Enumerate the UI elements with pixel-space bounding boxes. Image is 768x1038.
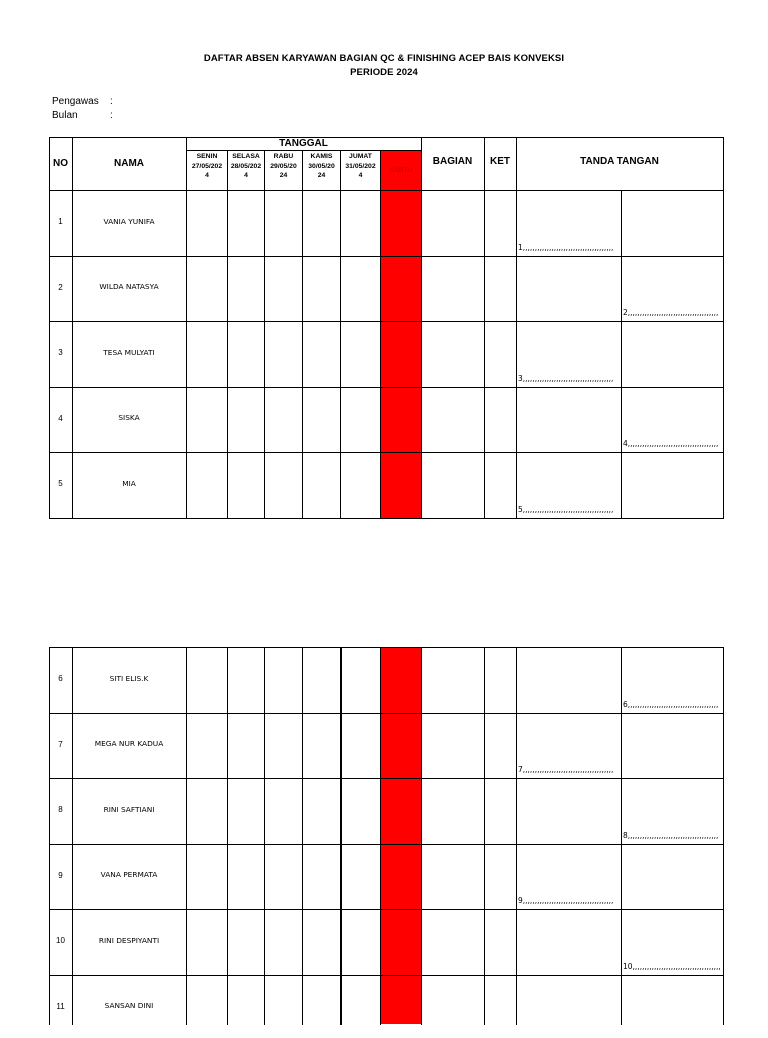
row-no: 6 [58,674,63,684]
row-name: VANIA YUNIFA [103,216,155,226]
table-vline [380,150,381,519]
signature-line: 9,,,,,,,,,,,,,,,,,,,,,,,,,,,,,,,,,,,,,, [518,896,614,905]
day-date-suffix: 24 [317,172,326,179]
row-no: 5 [58,479,63,489]
bulan-colon: : [110,110,113,121]
table-vline [421,647,422,1025]
day-name: JUMAT [349,153,372,160]
row-name: RINI DESPIYANTI [98,935,160,945]
signature-line: 1,,,,,,,,,,,,,,,,,,,,,,,,,,,,,,,,,,,,,, [518,243,614,252]
row-no: 3 [58,348,63,358]
row-no: 8 [58,805,63,815]
header-day-senin [187,152,227,184]
signature-line: 2,,,,,,,,,,,,,,,,,,,,,,,,,,,,,,,,,,,,,, [623,308,719,317]
day-date: 30/05/20 [308,162,335,170]
pengawas-colon: : [110,96,113,107]
table-vline [264,647,265,1025]
header-ket: KET [490,155,510,167]
row-no: 10 [56,936,65,946]
row-name: SITI ELIS.K [109,673,149,683]
day-date-suffix: 4 [205,172,209,179]
day-name: SABTU [389,167,413,175]
header-day-kamis [303,152,340,184]
row-name: RINI SAFTIANI [103,804,155,814]
table-hline [186,150,422,151]
row-name: WILDA NATASYA [99,282,159,292]
row-no: 11 [56,1001,65,1011]
day-name: RABU [273,153,294,160]
day-date-suffix: 4 [358,172,363,179]
document-title: DAFTAR ABSEN KARYAWAN BAGIAN QC & FINISHING ACEP BAIS KONVEKSI [203,53,565,64]
table-vline [621,190,622,519]
table-vline [484,647,485,1025]
signature-line: 10,,,,,,,,,,,,,,,,,,,,,,,,,,,,,,,,,,,,, [623,962,721,971]
row-name: MEGA NUR KADUA [94,739,164,749]
header-bagian: BAGIAN [432,155,473,167]
day-date: 29/05/20 [270,162,297,170]
header-day-jumat [341,152,380,184]
row-no: 2 [58,282,63,292]
header-day-sabtu [381,152,421,190]
header-tanda-tangan: TANDA TANGAN [580,155,659,167]
signature-line: 7,,,,,,,,,,,,,,,,,,,,,,,,,,,,,,,,,,,,,, [518,765,614,774]
table-vline [723,137,724,519]
document-period: PERIODE 2024 [350,67,418,78]
day-date-suffix: 24 [279,172,288,179]
header-day-selasa [228,152,264,184]
table-vline [516,647,517,1025]
bulan-field [52,110,113,121]
saturday-column [380,647,421,1024]
signature-line: 6,,,,,,,,,,,,,,,,,,,,,,,,,,,,,,,,,,,,,, [623,700,719,709]
header-no: NO [53,157,68,169]
bulan-label: Bulan [52,110,78,121]
row-name: VANA PERMATA [100,870,158,880]
signature-line: 5,,,,,,,,,,,,,,,,,,,,,,,,,,,,,,,,,,,,,, [518,505,614,514]
table-vline [186,137,187,519]
row-name: SANSAN DINI [104,1001,154,1011]
header-tanggal: TANGGAL [279,137,328,149]
table-hline [49,518,724,519]
saturday-column [380,150,421,518]
table-vline [484,137,485,519]
pengawas-label: Pengawas [52,96,99,107]
day-date: 28/05/202 [230,162,262,170]
pengawas-field [52,96,113,107]
row-name: MIA [122,478,136,488]
table-vline [264,150,265,519]
day-date: 31/05/202 [345,162,376,170]
day-name: SELASA [232,153,260,160]
day-date-suffix: 4 [244,172,248,179]
day-name: KAMIS [310,153,333,160]
signature-line: 8,,,,,,,,,,,,,,,,,,,,,,,,,,,,,,,,,,,,,, [623,831,719,840]
signature-line: 4,,,,,,,,,,,,,,,,,,,,,,,,,,,,,,,,,,,,,, [623,439,719,448]
table-vline [302,647,303,1025]
table-vline [723,647,724,1025]
header-day-rabu [265,152,302,184]
row-no: 1 [58,217,63,227]
table-vline [340,647,342,1025]
signature-line: 3,,,,,,,,,,,,,,,,,,,,,,,,,,,,,,,,,,,,,, [518,374,614,383]
table-vline [302,150,303,519]
table-vline [421,137,422,519]
table-vline [516,137,517,519]
row-no: 9 [58,870,63,880]
row-no: 7 [58,739,63,749]
row-no: 4 [58,413,63,423]
table-vline [340,150,341,519]
row-name: TESA MULYATI [103,347,155,357]
table-vline [227,647,228,1025]
day-name: SENIN [196,153,218,160]
table-vline [227,150,228,519]
table-vline [380,647,381,1025]
table-vline [186,647,187,1025]
header-nama: NAMA [114,157,144,169]
day-date: 27/05/202 [191,162,223,170]
table-vline [621,647,622,1025]
row-name: SISKA [118,413,140,423]
